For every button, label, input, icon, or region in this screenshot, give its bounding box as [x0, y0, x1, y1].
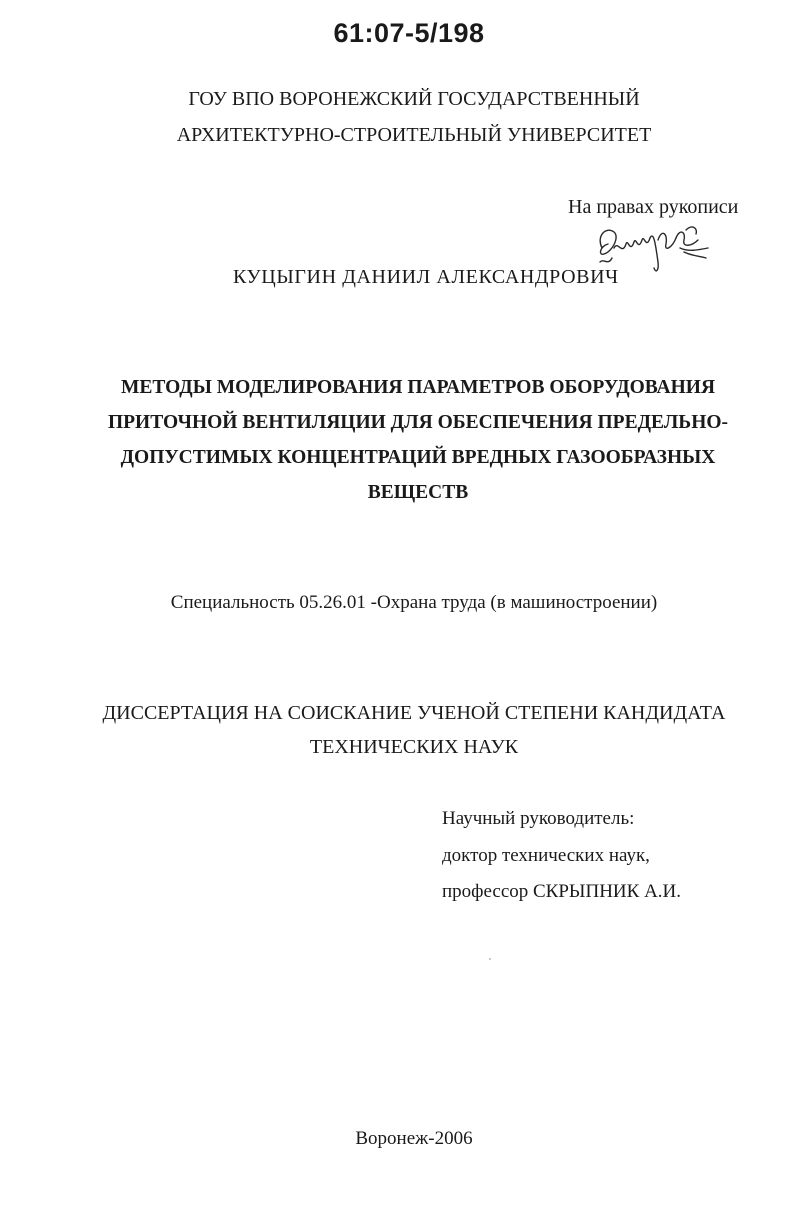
- institution-line-2: АРХИТЕКТУРНО-СТРОИТЕЛЬНЫЙ УНИВЕРСИТЕТ: [176, 124, 652, 146]
- title-line: ВЕЩЕСТВ: [367, 482, 469, 503]
- catalog-code: 61:07-5/198: [333, 18, 485, 48]
- advisor-name: профессор СКРЫПНИК А.И.: [442, 881, 682, 902]
- title-line: ПРИТОЧНОЙ ВЕНТИЛЯЦИИ ДЛЯ ОБЕСПЕЧЕНИЯ ПРЕДЕЛЬНО-: [107, 412, 729, 433]
- title-line: ДОПУСТИМЫХ КОНЦЕНТРАЦИЙ ВРЕДНЫХ ГАЗООБРАЗНЫХ: [120, 447, 716, 468]
- degree-statement-line-2: ТЕХНИЧЕСКИХ НАУК: [309, 736, 519, 758]
- degree-statement-line-1: ДИССЕРТАЦИЯ НА СОИСКАНИЕ УЧЕНОЙ СТЕПЕНИ КАНДИДАТА: [102, 702, 726, 724]
- dissertation-title: [98, 370, 738, 510]
- author-name: КУЦЫГИН ДАНИИЛ АЛЕКСАНДРОВИЧ: [233, 266, 619, 288]
- advisor-label: Научный руководитель:: [442, 808, 635, 829]
- title-line: МЕТОДЫ МОДЕЛИРОВАНИЯ ПАРАМЕТРОВ ОБОРУДОВАНИЯ: [120, 377, 716, 398]
- specialty: Специальность 05.26.01 -Охрана труда (в машиностроении): [170, 592, 658, 613]
- rights-note: На правах рукописи: [568, 196, 739, 218]
- scan-speck: [489, 958, 491, 960]
- city-year: Воронеж-2006: [355, 1128, 473, 1149]
- advisor-degree: доктор технических наук,: [442, 845, 650, 866]
- institution-line-1: ГОУ ВПО ВОРОНЕЖСКИЙ ГОСУДАРСТВЕННЫЙ: [188, 88, 640, 110]
